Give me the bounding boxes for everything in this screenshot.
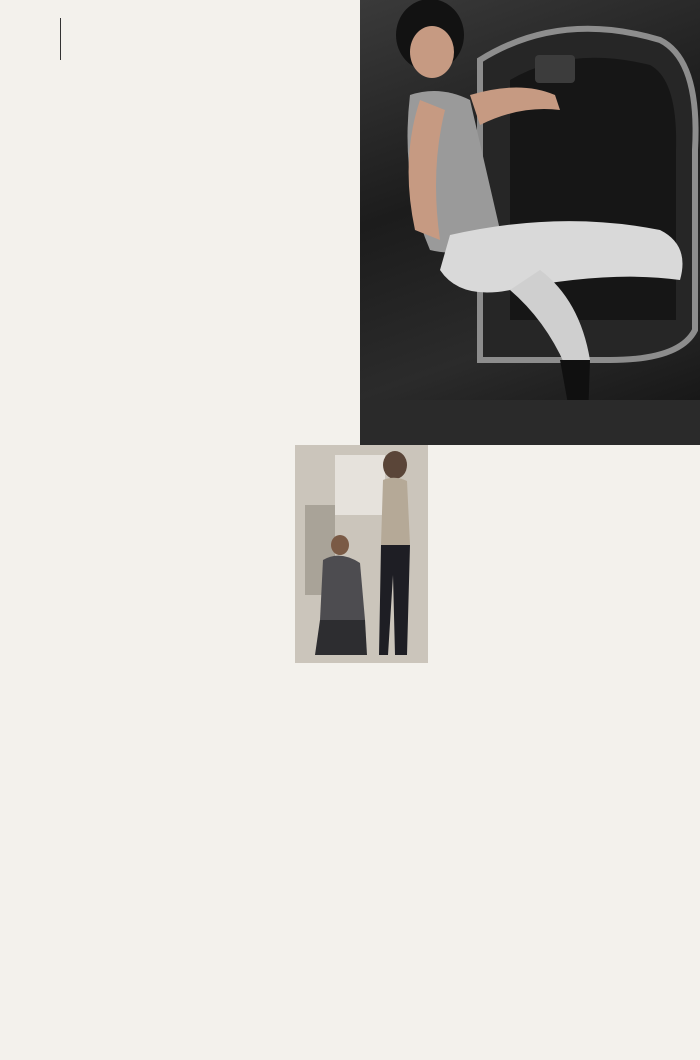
cover-photo-illustration xyxy=(360,0,700,445)
cover-photo xyxy=(360,0,700,445)
pull-quote xyxy=(438,455,700,483)
atelier-photo-illustration xyxy=(295,445,428,663)
header-rule xyxy=(60,18,61,60)
atelier-photo xyxy=(295,445,428,663)
